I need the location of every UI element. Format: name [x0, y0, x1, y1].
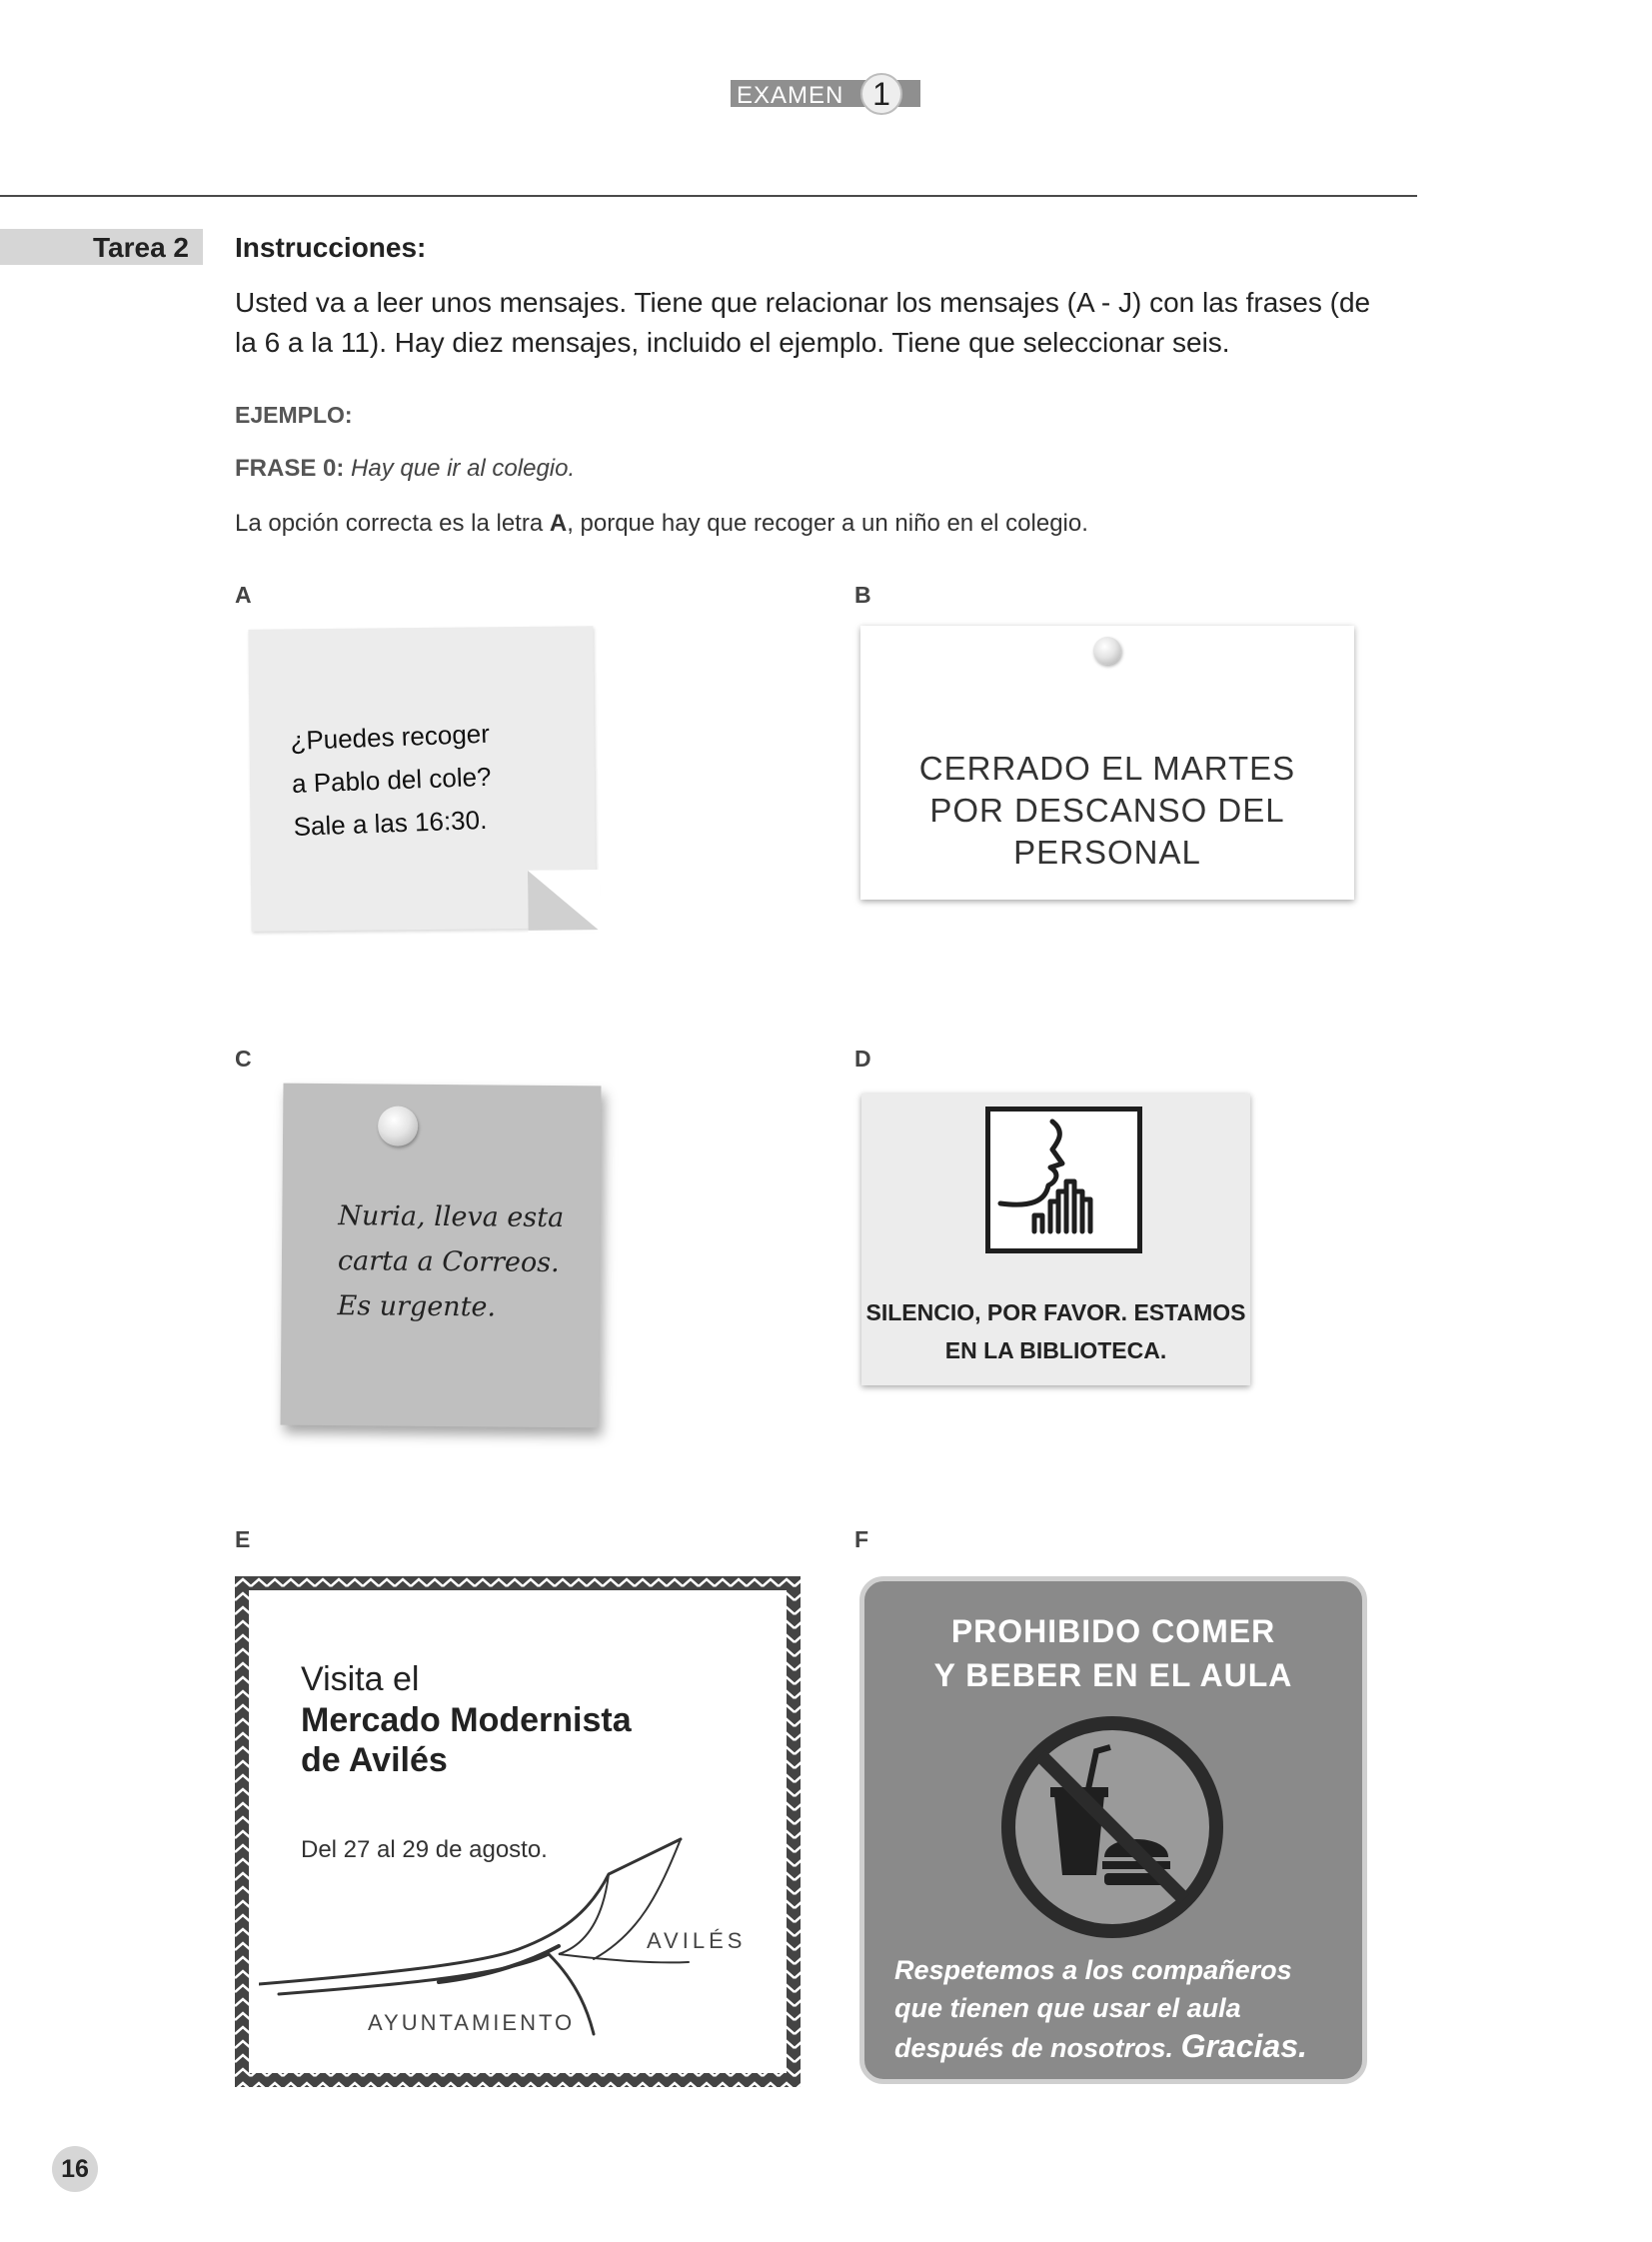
- message-c-line-3: Es urgente.: [337, 1290, 497, 1323]
- message-c-note: [281, 1084, 602, 1428]
- poster-title-line-1: Visita el: [301, 1660, 420, 1698]
- message-a-sticky-note: [248, 626, 596, 932]
- sign-f-title-line-1: PROHIBIDO COMER: [950, 1613, 1276, 1649]
- no-food-drink-icon: [992, 1707, 1232, 1947]
- logo-ayuntamiento-text: AYUNTAMIENTO: [368, 2010, 576, 2035]
- header-rule: [0, 195, 1417, 197]
- sign-f-body-line-3-text: después de nosotros.: [894, 2033, 1181, 2063]
- instructions-body: [235, 283, 1399, 363]
- example-answer: [235, 510, 1088, 538]
- poster-dates: Del 27 al 29 de agosto.: [301, 1836, 548, 1863]
- message-letter-f: F: [854, 1526, 869, 1552]
- instructions-line-2: la 6 a la 11). Hay diez mensajes, incluido el ejemplo. Tiene que seleccionar seis.: [235, 327, 1230, 358]
- message-b-line-3: PERSONAL: [1013, 834, 1201, 871]
- message-c-line-1: Nuria, lleva esta: [338, 1200, 565, 1234]
- message-a-line-3: Sale a las 16:30.: [293, 804, 488, 842]
- exam-tag: [731, 76, 920, 112]
- poster-title-line-2: Mercado Modernista: [301, 1701, 632, 1739]
- message-letter-d: D: [854, 1046, 871, 1072]
- message-d-sign: [861, 1094, 1250, 1385]
- task-label: Tarea 2: [93, 232, 189, 263]
- logo-aviles-text: AVILÉS: [647, 1928, 747, 1953]
- poster-title-line-3: de Avilés: [301, 1741, 448, 1779]
- sign-f-body: [894, 1951, 1307, 2067]
- message-c-text: [337, 1193, 564, 1330]
- message-b-line-1: CERRADO EL MARTES: [918, 750, 1296, 787]
- message-d-text: [861, 1293, 1250, 1369]
- answer-after: , porque hay que recoger a un niño en el colegio.: [567, 510, 1088, 537]
- message-c-line-2: carta a Correos.: [337, 1245, 560, 1279]
- example-label: EJEMPLO:: [235, 402, 353, 428]
- sign-f-body-line-3: [894, 2027, 1307, 2067]
- page-number: 16: [52, 2146, 98, 2192]
- note-curl: [528, 870, 599, 931]
- pushpin-icon: [1093, 637, 1121, 665]
- message-letter-b: B: [854, 582, 871, 608]
- message-a-line-1: ¿Puedes recoger: [289, 718, 491, 756]
- message-b-sign: [860, 626, 1354, 900]
- message-letter-e: E: [235, 1526, 251, 1552]
- frase-label: FRASE 0:: [235, 455, 345, 482]
- message-a-line-2: a Pablo del cole?: [291, 761, 492, 799]
- message-d-line-1: SILENCIO, POR FAVOR. ESTAMOS: [865, 1299, 1246, 1325]
- message-b-text: [860, 748, 1354, 874]
- exam-label: EXAMEN: [737, 82, 844, 109]
- task-bar: [0, 229, 203, 265]
- message-b-line-2: POR DESCANSO DEL: [929, 792, 1285, 829]
- answer-letter: A: [549, 510, 568, 537]
- message-f-sign: [859, 1576, 1367, 2084]
- example-frase: [235, 455, 575, 483]
- instructions-line-1: Usted va a leer unos mensajes. Tiene que relacionar los mensajes (A - J) con las frases (de: [235, 287, 1371, 318]
- instructions-title: Instrucciones:: [235, 232, 427, 263]
- message-a-text: [290, 713, 494, 849]
- silence-finger-icon: [985, 1107, 1142, 1253]
- sign-f-thanks: Gracias.: [1180, 2028, 1307, 2064]
- message-d-line-2: EN LA BIBLIOTECA.: [944, 1337, 1167, 1363]
- message-e-poster: [235, 1576, 801, 2087]
- message-letter-a: A: [235, 582, 252, 608]
- answer-before: La opción correcta es la letra: [235, 510, 550, 537]
- sign-f-title: [864, 1609, 1362, 1697]
- exam-number: 1: [860, 73, 902, 115]
- sign-f-title-line-2: Y BEBER EN EL AULA: [933, 1657, 1293, 1693]
- sign-f-body-line-2: que tienen que usar el aula: [894, 1993, 1241, 2023]
- message-letter-c: C: [235, 1046, 252, 1072]
- pushpin-icon: [378, 1106, 418, 1145]
- sign-f-body-line-1: Respetemos a los compañeros: [894, 1955, 1292, 1985]
- frase-text: Hay que ir al colegio.: [351, 455, 576, 482]
- poster-title-bold: [301, 1700, 632, 1780]
